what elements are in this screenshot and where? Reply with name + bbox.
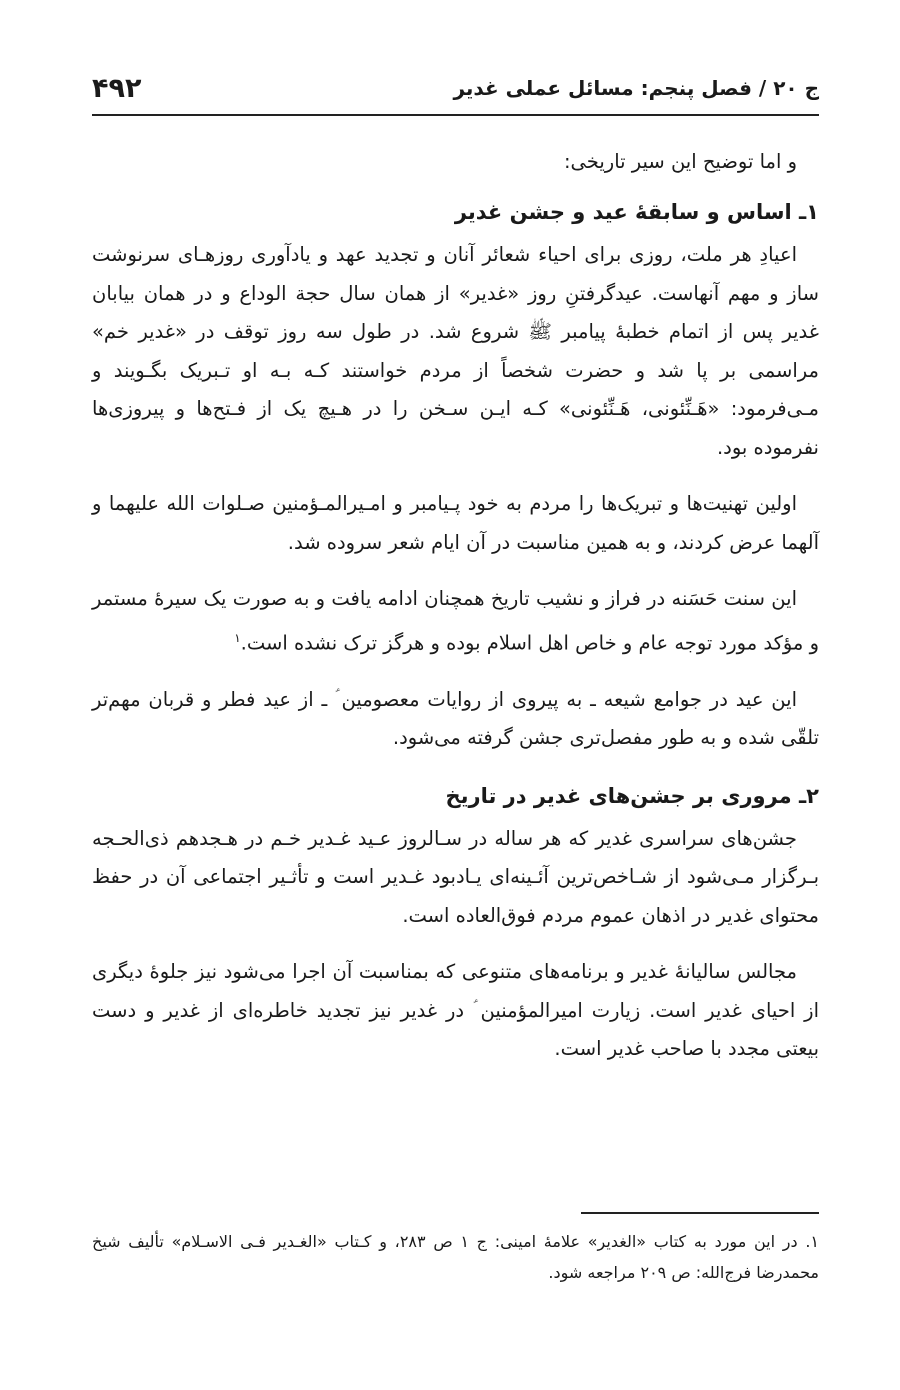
footnote-text: ۱. در این مورد به کتاب «الغدیر» علامۀ امینی: ج ۱ ص ۲۸۳، و کـتاب «الغـدیر فـی الاسـلام» تألیف شیخ محمدرضا فرج‌الله: ص ۲۰۹ مراجعه شود.: [92, 1232, 819, 1282]
footnote-divider: [581, 1212, 819, 1214]
section-heading-1: ۱ـ اساس و سابقۀ عید و جشن غدیر: [454, 200, 819, 224]
running-title: ج ۲۰ / فصل پنجم: مسائل عملی غدیر: [453, 76, 819, 100]
page-number: ۴۹۲: [92, 72, 142, 104]
footnote-marker[interactable]: ۱: [234, 630, 241, 645]
paragraph: مجالس سالیانۀ غدیر و برنامه‌های متنوعی که بمناسبت آن اجرا می‌شود نیز جلوۀ دیگری از احیای غدیر است. زیارت امیرالمؤمنین ؑ در غدیر نیز تجدید خاطره‌ای از غدیر و دست بیعتی مجدد با صاحب غدیر است.: [92, 960, 819, 1060]
paragraph: این عید در جوامع شیعه ـ به پیروی از روایات معصومین ؑ ـ از عید فطر و قربان مهم‌تر تلقّی شده و به طور مفصل‌تری جشن گرفته می‌شود.: [92, 687, 819, 749]
paragraph: اولین تهنیت‌ها و تبریک‌ها را مردم به خود پـیامبر و امـیرالمـؤمنین صـلوات الله علیهما و آلهما عرض کردند، و به همین مناسبت در آن ایام شعر سروده شد.: [92, 492, 819, 554]
paragraph: جشن‌های سراسری غدیر که هر ساله در سـالروز عـید غـدیر خـم در هـجدهم ذی‌الحـجه بـرگزار مـی‌شود از شـاخص‌ترین آئـینه‌ای یـادبود غـدیر است و تأثـیر اجتماعی آن در حفظ محتوای غدیر در اذهان عموم مردم فوق‌العاده است.: [92, 826, 819, 927]
paragraph-with-footnote: [92, 580, 819, 663]
footnotes: [92, 1212, 819, 1288]
paragraph: اعیادِ هر ملت، روزی برای احیاء شعائر آنان و تجدید عهد و یادآوری روزهـای سرنوشت ساز و مهم آنهاست. عیدگرفتنِ روز «غدیر» از همان سال حجة الوداع و در همان بیابان غدیر پس از اتمام خطبۀ پیامبر ﷺ شروع شد. در طول سه روز توقف در «غدیر خم» مراسمی بر پا شد و حضرت شخصاً از مردم خواستند کـه بـه او تـبریک بگـویند و مـی‌فرمود: «هَـنِّئونی، هَـنِّئونی» کـه ایـن سـخن را در هـیچ یک از فـتح‌ها و پیروزی‌ها نفرموده بود.: [92, 243, 819, 459]
page-body: [92, 140, 819, 1087]
page-header: [92, 62, 819, 116]
intro-line: و اما توضیح این سیر تاریخی:: [563, 150, 797, 173]
section-heading-2: ۲ـ مروری بر جشن‌های غدیر در تاریخ: [445, 783, 819, 808]
paragraph-text: این سنت حَسَنه در فراز و نشیب تاریخ همچنان ادامه یافت و به صورت یک سیرۀ مستمر و مؤکد مورد توجه عام و خاص اهل اسلام بوده و هرگز ترک نشده است.: [92, 587, 819, 654]
